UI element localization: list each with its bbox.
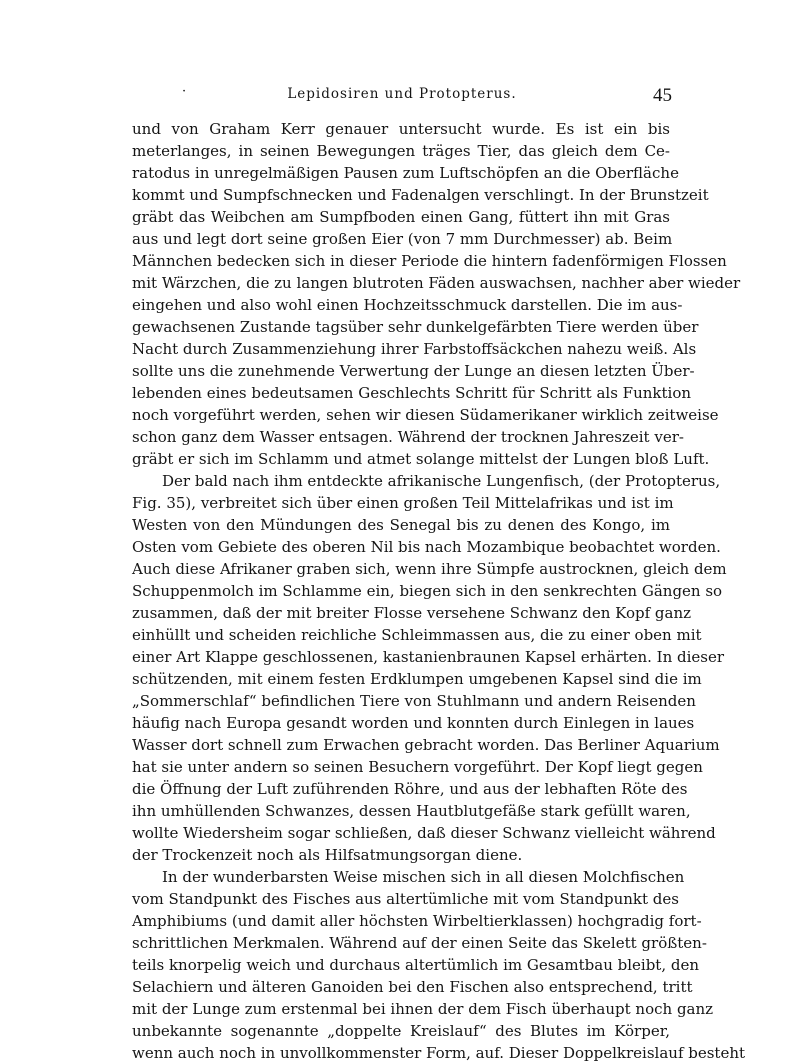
text-line: einer Art Klappe geschlossenen, kastanienbraunen Kapsel erhärten. In dieser [132,648,725,666]
text-line: und von Graham Kerr genauer untersucht wurde. Es ist ein bis [132,120,670,138]
text-line: Auch diese Afrikaner graben sich, wenn ihre Sümpfe austrocknen, gleich dem [132,560,727,578]
text-line: Nacht durch Zusammenziehung ihrer Farbstoffsäckchen nahezu weiß. Als [132,340,697,358]
text-line: vom Standpunkt des Fisches aus altertümliche mit vom Standpunkt des [132,890,679,908]
text-line: mit Wärzchen, die zu langen blutroten Fäden auswachsen, nachher aber wieder [132,274,741,292]
text-line: kommt und Sumpfschnecken und Fadenalgen verschlingt. In der Brunstzeit [132,186,709,204]
text-line: hat sie unter andern so seinen Besuchern vorgeführt. Der Kopf liegt gegen [132,758,703,776]
page-number: 45 [653,85,672,106]
text-line: ratodus in unregelmäßigen Pausen zum Luftschöpfen an die Oberfläche [132,164,679,182]
text-line: zusammen, daß der mit breiter Flosse versehene Schwanz den Kopf ganz [132,604,692,622]
text-line: aus und legt dort seine großen Eier (von 7 mm Durchmesser) ab. Beim [132,230,673,248]
text-line: wollte Wiedersheim sogar schließen, daß dieser Schwanz vielleicht während [132,824,716,842]
text-line: In der wunderbarsten Weise mischen sich in all diesen Molchfischen [162,868,685,886]
text-line: Selachiern und älteren Ganoiden bei den Fischen also entsprechend, tritt [132,978,693,996]
text-line: gräbt das Weibchen am Sumpfboden einen Gang, füttert ihn mit Gras [132,208,670,226]
header-dot: · [182,84,187,99]
text-line: schon ganz dem Wasser entsagen. Während der trocknen Jahreszeit ver- [132,428,684,446]
text-line: gewachsenen Zustande tagsüber sehr dunkelgefärbten Tiere werden über [132,318,699,336]
text-line: wenn auch noch in unvollkommenster Form, auf. Dieser Doppelkreislauf besteht [132,1044,746,1062]
text-line: ihn umhüllenden Schwanzes, dessen Hautblutgefäße stark gefüllt waren, [132,802,691,820]
text-line: Amphibiums (und damit aller höchsten Wirbeltierklassen) hochgradig fort- [132,912,702,930]
text-line: sollte uns die zunehmende Verwertung der Lunge an diesen letzten Über- [132,362,695,380]
text-line: schützenden, mit einem festen Erdklumpen umgebenen Kapsel sind die im [132,670,702,688]
text-line: die Öffnung der Luft zuführenden Röhre, und aus der lebhaften Röte des [132,780,688,798]
body-text [132,118,746,1064]
text-line: unbekannte sogenannte „doppelte Kreislauf“ des Blutes im Körper, [132,1022,670,1040]
text-line: häufig nach Europa gesandt worden und konnten durch Einlegen in laues [132,714,695,732]
text-line: Wasser dort schnell zum Erwachen gebracht worden. Das Berliner Aquarium [132,736,720,754]
text-line: Der bald nach ihm entdeckte afrikanische Lungenfisch, (der Protopterus, [162,472,721,490]
text-line: gräbt er sich im Schlamm und atmet solange mittelst der Lungen bloß Luft. [132,450,710,468]
text-line: Westen von den Mündungen des Senegal bis zu denen des Kongo, im [132,516,670,534]
running-header [132,82,672,112]
text-line: noch vorgeführt werden, sehen wir diesen Südamerikaner wirklich zeitweise [132,406,719,424]
text-line: einhüllt und scheiden reichliche Schleimmassen aus, die zu einer oben mit [132,626,702,644]
text-line: Fig. 35), verbreitet sich über einen großen Teil Mittelafrikas und ist im [132,494,674,512]
text-line: „Sommerschlaf“ befindlichen Tiere von Stuhlmann und andern Reisenden [132,692,696,710]
text-line: eingehen und also wohl einen Hochzeitsschmuck darstellen. Die im aus- [132,296,683,314]
text-line: meterlanges, in seinen Bewegungen träges Tier, das gleich dem Ce- [132,142,670,160]
running-title: Lepidosiren und Protopterus. [287,86,517,102]
text-line: teils knorpelig weich und durchaus altertümlich im Gesamtbau bleibt, den [132,956,700,974]
text-line: Schuppenmolch im Schlamme ein, biegen sich in den senkrechten Gängen so [132,582,723,600]
text-line: Osten vom Gebiete des oberen Nil bis nach Mozambique beobachtet worden. [132,538,721,556]
text-line: Männchen bedecken sich in dieser Periode die hintern fadenförmigen Flossen [132,252,727,270]
text-line: schrittlichen Merkmalen. Während auf der einen Seite das Skelett größten- [132,934,707,952]
text-line: der Trockenzeit noch als Hilfsatmungsorgan diene. [132,846,523,864]
text-line: lebenden eines bedeutsamen Geschlechts Schritt für Schritt als Funktion [132,384,692,402]
text-line: mit der Lunge zum erstenmal bei ihnen der dem Fisch überhaupt noch ganz [132,1000,714,1018]
